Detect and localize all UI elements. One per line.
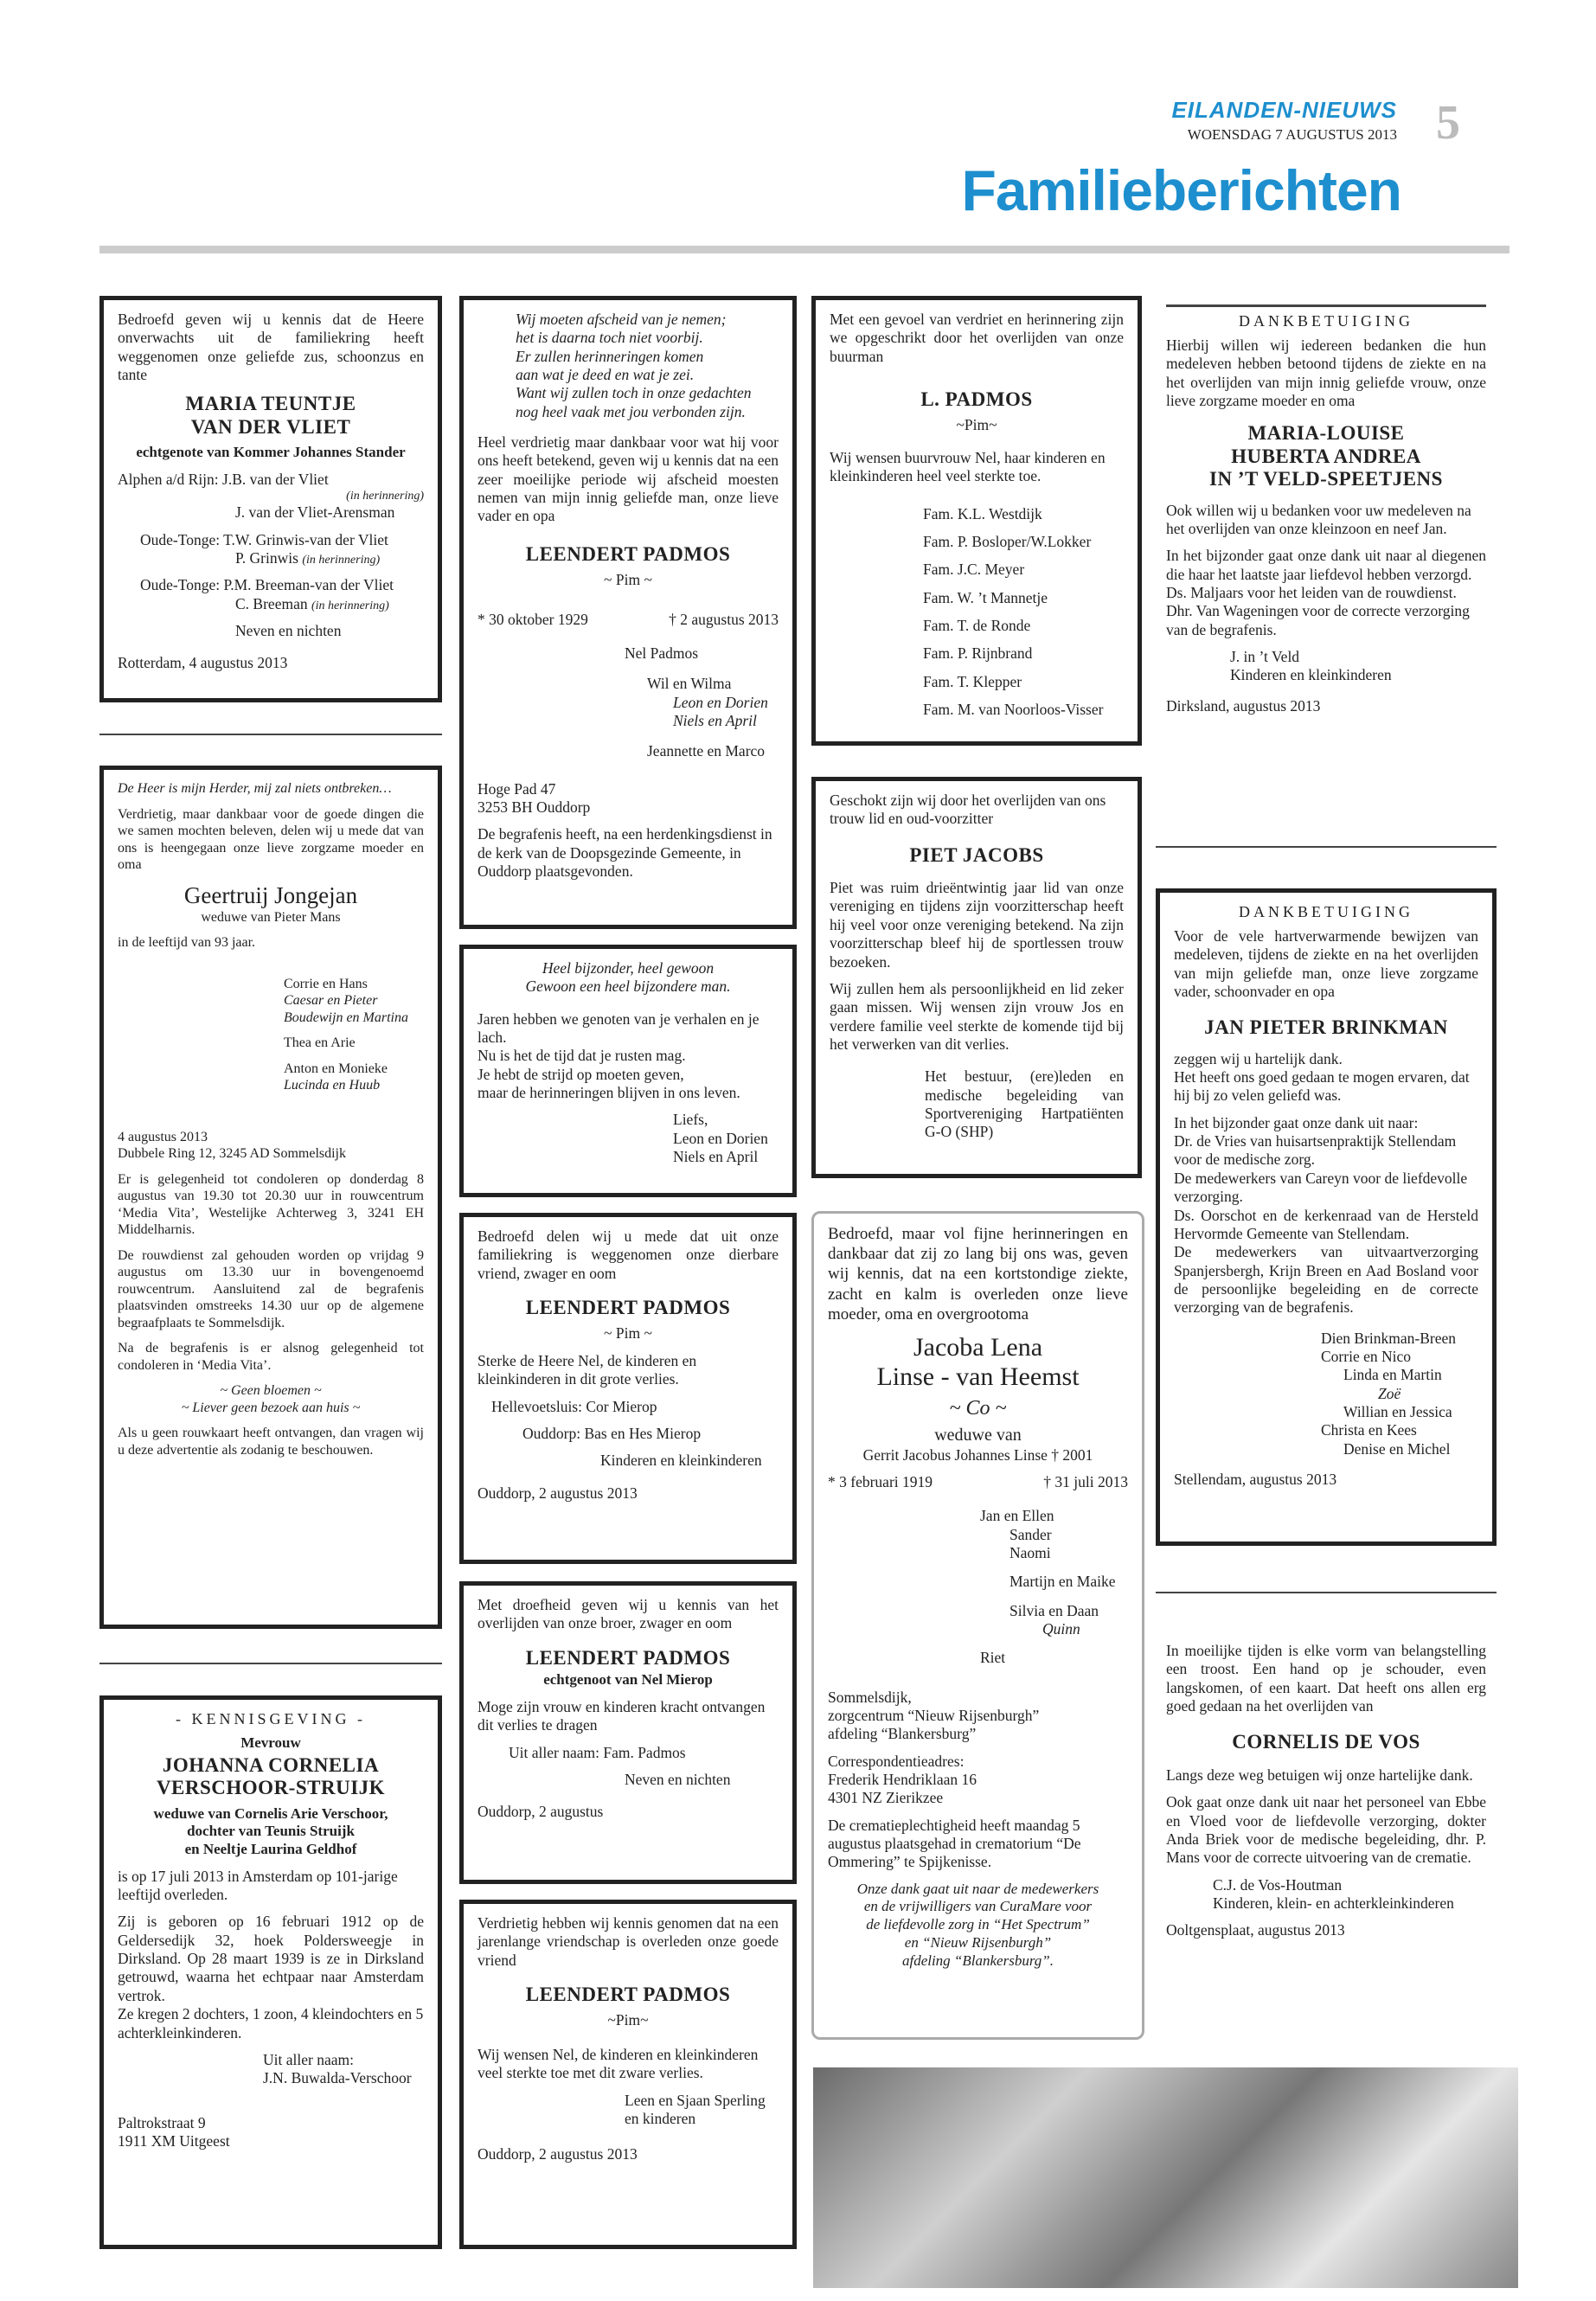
masthead	[1159, 97, 1397, 144]
deceased-name: LEENDERT PADMOS	[525, 1297, 731, 1319]
notice-intro: Voor de vele hartverwarmende bewijzen van medeleven, tijdens de ziekte en na het overlijden van mijn geliefde man, onze lieve zorgzame vader, schoonvader en opa	[1174, 926, 1478, 1000]
family-line: Christa en Kees	[1321, 1421, 1417, 1439]
notice-text: Nu is het de tijd dat je rusten mag.	[478, 1047, 686, 1065]
family-line: Lucinda en Huub	[284, 1078, 381, 1093]
notice-footer: Als u geen rouwkaart heeft ontvangen, dan vragen wij u deze advertentie als zodanig te beschouwen.	[118, 1426, 424, 1458]
notice-leendert-padmos-brother	[459, 1581, 797, 1884]
address-line: Paltrokstraat 9	[118, 2113, 206, 2131]
family-line: Zoë	[1378, 1384, 1401, 1402]
family-line: Ouddorp: Bas en Hes Mierop	[522, 1424, 702, 1442]
verse: Heel bijzonder, heel gewoon	[542, 959, 715, 977]
notice-text: Ook willen wij u bedanken voor uw medeleven na het overlijden van onze kleinzoon en neef Jan.	[1166, 501, 1471, 537]
family-line: Thea en Arie	[284, 1035, 356, 1051]
place-date: Stellendam, augustus 2013	[1174, 1470, 1337, 1488]
family-line: Hellevoetsluis: Cor Mierop	[491, 1397, 657, 1415]
notice-intro: Heel verdrietig maar dankbaar voor wat hij voor ons heeft betekend, geven wij u kennis dat na een zeer moeilijke periode wij afscheid moesten nemen van mijn innig geliefde man, onze lieve vader en opa	[478, 433, 779, 525]
nickname: ~Pim~	[956, 416, 997, 434]
deceased-name: MARIA TEUNTJE VAN DER VLIET	[185, 393, 356, 438]
place-date: Ooltgensplaat, augustus 2013	[1166, 1921, 1345, 1939]
notice-text: De medewerkers van uitvaartverzorging Spanjersbergh, Krijn Breen en Aad Bosland voor de persoonlijke begeleiding en de correcte verzorging van de begrafenis.	[1174, 1243, 1478, 1317]
widow-line: weduwe van	[934, 1426, 1022, 1445]
family-line: Fam. T. Klepper	[923, 672, 1022, 690]
nickname: ~ Co ~	[949, 1396, 1007, 1420]
memorial-note: (in herinnering)	[346, 490, 424, 503]
notice-jacoba-lena-linse	[811, 1211, 1144, 2040]
notice-heading: DANKBETUIGING	[1239, 903, 1413, 920]
notice-intro: Met droefheid geven wij u kennis van het overlijden van onze broer, zwager en oom	[478, 1596, 779, 1632]
address-line: afdeling “Blankersburg”	[828, 1725, 977, 1743]
death-date: † 31 juli 2013	[1043, 1472, 1128, 1490]
newspaper-logo[interactable]: EILANDEN-NIEUWS	[1171, 97, 1397, 123]
dankbetuiging-brinkman	[1156, 888, 1497, 1546]
notice-intro: Verdrietig hebben wij kennis genomen dat na een jarenlange vriendschap is overleden onze goede vriend	[478, 1914, 779, 1969]
section-title: Familieberichten	[961, 158, 1401, 222]
deceased-name: PIET JACOBS	[909, 843, 1044, 866]
page-number: 5	[1436, 96, 1460, 150]
notice-text: De medewerkers van Careyn voor de liefdevolle verzorging.	[1174, 1169, 1468, 1206]
deceased-name: Jacoba Lena	[913, 1332, 1043, 1362]
signature-line: Niels en April	[673, 1148, 759, 1166]
notice-leendert-padmos-friends	[459, 1900, 797, 2249]
family-line: C. Breeman	[235, 594, 308, 612]
request-note: ~ Geen bloemen ~	[220, 1383, 322, 1399]
signature-line: Het bestuur, (ere)leden en medische begeleiding van Sportvereniging Hartpatiënten G-O (SHP)	[925, 1067, 1124, 1141]
notice-text: Sterke de Heere Nel, de kinderen en kleinkinderen in dit grote verlies.	[478, 1351, 697, 1388]
notice-leendert-padmos-family	[459, 296, 797, 929]
address-line: Frederik Hendriklaan 16	[828, 1770, 977, 1788]
signature-line: C.J. de Vos-Houtman	[1213, 1875, 1343, 1894]
memorial-note: (in herinnering)	[311, 599, 389, 612]
notice-l-padmos-neighbours	[811, 296, 1142, 746]
family-line: J. van der Vliet-Arensman	[235, 503, 395, 522]
signature-line: en kinderen	[625, 2109, 696, 2127]
signature-line: Uit aller naam: Fam. Padmos	[509, 1743, 686, 1761]
title-prefix: Mevrouw	[240, 1734, 301, 1751]
family-line: Nel Padmos	[625, 644, 699, 662]
notice-piet-jacobs	[811, 777, 1142, 1178]
signature-line: Kinderen en kleinkinderen	[1230, 666, 1392, 684]
family-line: Willian en Jessica	[1343, 1402, 1452, 1420]
notice-text: Ze kregen 2 dochters, 1 zoon, 4 kleindochters en 5 achterkleinkinderen.	[118, 2005, 424, 2041]
family-line: Fam. M. van Noorloos-Visser	[923, 701, 1104, 719]
notice-maria-van-der-vliet	[99, 296, 442, 702]
notice-text: zeggen wij u hartelijk dank.	[1174, 1049, 1343, 1067]
notice-text: In het bijzonder gaat onze dank uit naar:	[1174, 1113, 1419, 1131]
deceased-name: LEENDERT PADMOS	[525, 1984, 731, 2006]
notice-text: Dhr. Van Wageningen voor de correcte verzorging van de begrafenis.	[1166, 602, 1470, 638]
notice-intro: Verdrietig, maar dankbaar voor de goede dingen die we samen mochten beleven, delen wij u mede dat van ons is heengegaan onze lieve zorgzame moeder en oma	[118, 806, 424, 873]
family-line: Anton en Monieke	[284, 1061, 388, 1076]
notice-heading: DANKBETUIGING	[1166, 304, 1486, 331]
family-line: Oude-Tonge: P.M. Breeman-van der Vliet	[140, 576, 394, 594]
issue-date: WOENSDAG 7 AUGUSTUS 2013	[1187, 125, 1397, 143]
dankbetuiging-in-t-veld	[1156, 296, 1497, 772]
deceased-name: Linse - van Heemst	[876, 1362, 1080, 1392]
family-line: Oude-Tonge: T.W. Grinwis-van der Vliet	[140, 530, 388, 548]
notice-heading: - KENNISGEVING -	[176, 1710, 366, 1727]
service-info: De rouwdienst zal gehouden worden op vrijdag 9 augustus om 13.30 uur in bovengenoemd rouwcentrum. Aansluitend zal de begrafenis plaatsvinden omstreeks 14.30 uur op de algemene begraafplaats te Sommelsdijk.	[118, 1247, 424, 1330]
birth-date: * 30 oktober 1929	[478, 610, 588, 628]
verse: De Heer is mijn Herder, mij zal niets ontbreken…	[118, 781, 392, 796]
deceased-name: L. PADMOS	[920, 388, 1033, 411]
deceased-name: CORNELIS DE VOS	[1232, 1731, 1420, 1753]
notice-text: Jaren hebben we genoten van je verhalen en je lach.	[478, 1009, 760, 1047]
column-divider	[99, 1663, 442, 1664]
notice-intro: Met een gevoel van verdriet en herinnering zijn we opgeschrikt door het overlijden van onze buurman	[830, 311, 1124, 365]
place-date: Ouddorp, 2 augustus 2013	[478, 1484, 638, 1502]
family-line: Corrie en Nico	[1321, 1347, 1411, 1365]
notice-intro: Bedroefd geven wij u kennis dat de Heere onverwachts uit de familiekring heeft weggenomen onze geliefde zus, schoonzus en tante	[118, 311, 424, 384]
notice-text: Ook gaat onze dank uit naar het personeel van Ebbe en Vloed voor de liefdevolle verzorging, dokter Anda Briek voor de medische begeleiding, dhr. P. Mans voor de correcte uitvoering van de crematie.	[1166, 1793, 1486, 1867]
top-divider	[99, 246, 1509, 253]
notice-text: Zij is geboren op 16 februari 1912 op de Geldersedijk 32, hoek Poldersweegje in Dirksland. Op 28 maart 1939 is ze in Dirksland getrouwd, waarna het echtpaar naar Amsterdam vertrok.	[118, 1913, 424, 2004]
notice-text: Moge zijn vrouw en kinderen kracht ontvangen dit verlies te dragen	[478, 1697, 766, 1734]
address-line: Sommelsdijk,	[828, 1688, 912, 1706]
death-date: † 2 augustus 2013	[669, 610, 779, 628]
memorial-note: (in herinnering)	[302, 554, 381, 567]
nickname: ~ Pim ~	[604, 1324, 652, 1343]
deceased-name: Geertruij Jongejan	[183, 881, 358, 908]
family-line: Wil en Wilma	[647, 675, 732, 693]
notice-text: Dr. de Vries van huisartsenpraktijk Stellendam voor de medische zorg.	[1174, 1132, 1457, 1169]
notice-text: Ds. Maljaars voor het leiden van de rouwdienst.	[1166, 584, 1457, 602]
notice-intro: Hierbij willen wij iedereen bedanken die hun medeleven hebben betoond tijdens de ziekte en na het overlijden van mijn innig geliefde vrouw, onze lieve zorgzame moeder en oma	[1166, 336, 1486, 409]
place-date: Dirksland, augustus 2013	[1166, 696, 1321, 715]
notice-text: maar de herinneringen blijven in ons leven.	[478, 1084, 740, 1102]
signature-line: Uit aller naam:	[263, 2050, 354, 2068]
notice-geertruij-jongejan	[99, 766, 442, 1629]
place-date: Ouddorp, 2 augustus	[478, 1803, 604, 1821]
notice-leendert-padmos-leon	[459, 945, 797, 1197]
deceased-name: LEENDERT PADMOS	[525, 542, 731, 565]
garden-photo	[813, 2067, 1518, 2288]
notice-intro: In moeilijke tijden is elke vorm van belangstelling een troost. Een hand op je schouder, even langskomen, of een kaart. Dat heeft ons allen erg goed gedaan na het overlijden van	[1166, 1642, 1486, 1715]
notice-intro: Bedroefd, maar vol fijne herinneringen en dankbaar dat zij zo lang bij ons was, geven wij kennis, dat na een kortstondige ziekte, zacht en kalm is overleden onze lieve moeder, oma en overgrootoma	[828, 1225, 1128, 1324]
notice-text: Langs deze weg betuigen wij onze hartelijke dank.	[1166, 1766, 1473, 1784]
family-line: Caesar en Pieter	[284, 993, 378, 1009]
family-line: P. Grinwis	[235, 549, 298, 567]
signature-line: J. in ’t Veld	[1230, 648, 1300, 666]
deceased-name: LEENDERT PADMOS	[525, 1646, 731, 1669]
notice-text: Wij wensen buurvrouw Nel, haar kinderen en kleinkinderen heel veel sterkte toe.	[830, 448, 1106, 485]
family-line: Naomi	[1010, 1543, 1051, 1561]
place-date: Rotterdam, 4 augustus 2013	[118, 654, 288, 672]
verse: Wij moeten afscheid van je nemen; het is daarna toch niet voorbij. Er zullen herinneringen komen aan wat je deed en wat je zei. Want wij zullen toch in onze gedachten nog heel vaak met jou verbonden zijn.	[516, 311, 752, 420]
family-line: Fam. J.C. Meyer	[923, 561, 1025, 579]
family-line: Niels en April	[673, 711, 757, 729]
notice-leendert-padmos-mierop	[459, 1213, 797, 1564]
address-line: Dubbele Ring 12, 3245 AD Sommelsdijk	[118, 1146, 346, 1162]
notice-text: Je hebt de strijd op moeten geven,	[478, 1065, 684, 1083]
address-line: 1911 XM Uitgeest	[118, 2131, 230, 2150]
request-note: ~ Liever geen bezoek aan huis ~	[181, 1400, 361, 1415]
address-line: Correspondentieadres:	[828, 1752, 965, 1770]
family-line: Neven en nichten	[235, 622, 342, 640]
address-line: zorgcentrum “Nieuw Rijsenburgh”	[828, 1706, 1040, 1724]
family-line: Linda en Martin	[1343, 1366, 1442, 1384]
address-line: 4301 NZ Zierikzee	[828, 1789, 944, 1807]
birth-date: * 3 februari 1919	[828, 1472, 933, 1490]
condolence-info: Na de begrafenis is er alsnog gelegenheid tot condoleren in ‘Media Vita’.	[118, 1341, 424, 1373]
family-line: Jan en Ellen	[980, 1507, 1054, 1525]
thanks-note: Onze dank gaat uit naar de medewerkers en de vrijwilligers van CuraMare voor de liefdevolle zorg in “Het Spectrum” en “Nieuw Rijsenburgh” afdeling “Blankersburg”.	[856, 1880, 1099, 1969]
notice-text: Piet was ruim drieëntwintig jaar lid van onze vereniging en tijdens zijn voorzitterschap heeft hij veel voor onze vereniging betekend. Na zijn voorzitterschap bleef hij de sportlessen trouw bezoeken.	[830, 879, 1124, 971]
notice-text: De begrafenis heeft, na een herdenkingsdienst in de kerk van de Doopsgezinde Gemeente, in Ouddorp plaatsgevonden.	[478, 825, 772, 880]
notice-text: Wij zullen hem als persoonlijkheid en lid zeker gaan missen. Wij wensen zijn vrouw Jos en verdere familie veel sterkte de komende tijd bij het verwerken van dit verlies.	[830, 979, 1124, 1053]
family-line: Fam. P. Rijnbrand	[923, 644, 1033, 663]
signature-line: Liefs,	[673, 1111, 708, 1129]
family-line: Dien Brinkman-Breen	[1321, 1329, 1456, 1347]
notice-intro: Geschokt zijn wij door het overlijden van ons trouw lid en oud-voorzitter	[830, 792, 1106, 828]
age-line: in de leeftijd van 93 jaar.	[118, 935, 256, 951]
family-line: Alphen a/d Rijn: J.B. van der Vliet	[118, 470, 329, 488]
family-line: Kinderen en kleinkinderen	[600, 1452, 762, 1470]
verse: Gewoon een heel bijzondere man.	[525, 977, 731, 996]
family-line: Fam. P. Bosloper/W.Lokker	[923, 532, 1092, 550]
family-line: Fam. T. de Ronde	[923, 617, 1031, 634]
family-line: Fam. W. ’t Mannetje	[923, 588, 1048, 606]
deceased-name: JAN PIETER BRINKMAN	[1204, 1016, 1448, 1039]
signature-line: Kinderen, klein- en achterkleinkinderen	[1213, 1894, 1454, 1912]
notice-text: is op 17 juli 2013 in Amsterdam op 101-jarige leeftijd overleden.	[118, 1867, 398, 1904]
notice-intro: Bedroefd delen wij u mede dat uit onze familiekring is weggenomen onze dierbare vriend, zwager en oom	[478, 1227, 779, 1282]
family-line: Corrie en Hans	[284, 976, 368, 991]
column-divider	[1156, 1592, 1497, 1593]
family-line: Leon en Dorien	[673, 693, 768, 711]
address-line: 3253 BH Ouddorp	[478, 798, 591, 816]
deceased-name: MARIA-LOUISE HUBERTA ANDREA IN ’T VELD-SPEETJENS	[1209, 422, 1443, 490]
family-line: Sander	[1010, 1525, 1052, 1543]
nickname: ~Pim~	[607, 2011, 649, 2029]
spouse-line: echtgenote van Kommer Johannes Stander	[136, 444, 406, 461]
family-line: Martijn en Maike	[1010, 1573, 1116, 1591]
address-line: Hoge Pad 47	[478, 779, 556, 798]
family-line: Boudewijn en Martina	[284, 1009, 408, 1025]
widow-line: weduwe van Cornelis Arie Verschoor,	[153, 1804, 388, 1822]
notice-cornelis-de-vos	[1156, 1633, 1497, 2040]
widow-line: weduwe van Pieter Mans	[201, 909, 341, 925]
notice-text: In het bijzonder gaat onze dank uit naar al diegenen die haar het laatste jaar liefdevol hebben verzorgd.	[1166, 547, 1486, 583]
family-line: Silvia en Daan	[1010, 1601, 1099, 1619]
parent-line: en Neeltje Laurina Geldhof	[184, 1841, 357, 1858]
family-line: Fam. K.L. Westdijk	[923, 504, 1042, 522]
deceased-name: JOHANNA CORNELIA VERSCHOOR-STRUIJK	[156, 1753, 386, 1799]
nickname: ~ Pim ~	[604, 571, 652, 589]
signature-line: Leen en Sjaan Sperling	[625, 2091, 766, 2109]
family-line: Denise en Michel	[1343, 1439, 1451, 1458]
condolence-info: Er is gelegenheid tot condoleren op donderdag 8 augustus van 19.30 tot 20.30 uur in rouwcentrum ‘Media Vita’, Westelijke Achterweg 3, 3241 EH Middelharnis.	[118, 1171, 424, 1238]
family-line: Jeannette en Marco	[647, 742, 766, 760]
notice-text: Ds. Oorschot en de kerkenraad van de Hersteld Hervormde Gemeente van Stellendam.	[1174, 1206, 1478, 1242]
family-line: Riet	[980, 1649, 1006, 1667]
notice-text: Het heeft ons goed gedaan te mogen ervaren, dat hij bij zo velen geliefd was.	[1174, 1068, 1470, 1105]
spouse-line: echtgenoot van Nel Mierop	[543, 1671, 713, 1689]
spouse-line: Gerrit Jacobus Johannes Linse † 2001	[862, 1445, 1093, 1464]
column-divider	[1156, 846, 1497, 848]
signature-line: Leon en Dorien	[673, 1129, 768, 1147]
signature-line: Neven en nichten	[625, 1770, 731, 1788]
notice-text: De crematieplechtigheid heeft maandag 5 augustus plaatsgehad in crematorium “De Ommering” te Spijkenisse.	[828, 1816, 1081, 1871]
family-line: Quinn	[1042, 1619, 1080, 1638]
date-line: 4 augustus 2013	[118, 1129, 208, 1144]
column-divider	[99, 734, 442, 735]
notice-kennisgeving	[99, 1695, 442, 2249]
parent-line: dochter van Teunis Struijk	[187, 1823, 355, 1840]
place-date: Ouddorp, 2 augustus 2013	[478, 2145, 638, 2163]
signature-line: J.N. Buwalda-Verschoor	[263, 2069, 412, 2087]
notice-text: Wij wensen Nel, de kinderen en kleinkinderen veel sterkte toe met dit zware verlies.	[478, 2045, 759, 2082]
